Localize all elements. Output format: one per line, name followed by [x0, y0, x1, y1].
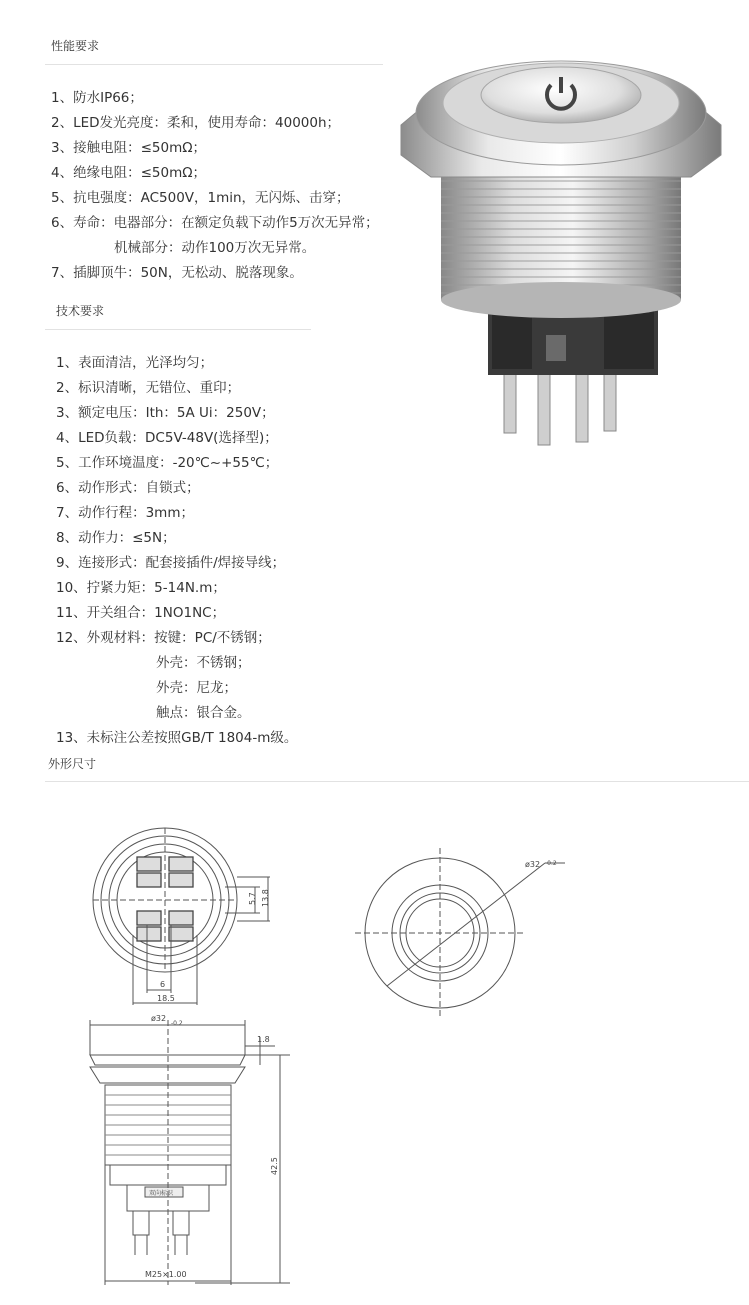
dim-label: 18.5 [157, 994, 175, 1003]
dim-label: -0.2 [171, 1020, 183, 1027]
performance-divider [45, 64, 383, 65]
list-item: 1、防水IP66； [51, 90, 143, 106]
list-item: 5、工作环境温度：-20℃~+55℃； [56, 455, 279, 471]
dim-label: ø32 [151, 1014, 167, 1023]
button-cap [481, 67, 641, 123]
list-item: 6、寿命：电器部分：在额定负载下动作5万次无异常； [51, 215, 379, 231]
list-item: 8、动作力：≤5N； [56, 530, 176, 546]
list-item: 9、连接形式：配套接插件/焊接导线； [56, 555, 286, 571]
list-item: 3、额定电压：Ith：5A Ui：250V； [56, 405, 275, 421]
dim-label: 1.8 [257, 1035, 270, 1044]
list-item: 12、外观材料：按键：PC/不锈钢； [56, 630, 271, 646]
dim-label: ø32 [525, 860, 541, 869]
performance-title: 性能要求 [51, 39, 100, 53]
technical-title: 技术要求 [56, 304, 105, 318]
side-view [90, 1020, 290, 1285]
list-item: 外壳：尼龙； [156, 680, 237, 696]
dimensions-title: 外形尺寸 [48, 757, 97, 771]
bottom-view [93, 828, 270, 1005]
list-item: 外壳：不锈钢； [156, 655, 251, 671]
dimensions-divider [45, 781, 749, 782]
performance-list [51, 86, 379, 286]
technical-list [56, 351, 297, 751]
dim-label: 13.8 [261, 889, 270, 907]
dim-label: 双向标识 [149, 1190, 174, 1197]
dim-label: 5.7 [248, 892, 257, 905]
list-item: 4、绝缘电阻：≤50mΩ； [51, 165, 207, 181]
top-view [355, 848, 565, 1018]
threaded-body [441, 165, 681, 300]
dim-label: M25×1.00 [145, 1270, 187, 1279]
list-item: 4、LED负载：DC5V-48V(选择型)； [56, 430, 278, 446]
technical-divider [45, 329, 311, 330]
list-item: 触点：银合金。 [156, 705, 251, 721]
dim-label: 42.5 [270, 1157, 279, 1175]
list-item: 6、动作形式：自锁式； [56, 480, 200, 496]
list-item: 10、拧紧力矩：5-14N.m； [56, 580, 226, 596]
list-item: 11、开关组合：1NO1NC； [56, 605, 226, 621]
list-item: 2、LED发光亮度：柔和，使用寿命：40000h； [51, 115, 341, 131]
list-item: 13、未标注公差按照GB/T 1804-m级。 [56, 730, 298, 746]
list-item: 3、接触电阻：≤50mΩ； [51, 140, 207, 156]
list-item: 5、抗电强度：AC500V，1min，无闪烁、击穿； [51, 190, 350, 206]
list-item: 2、标识清晰，无错位、重印； [56, 380, 241, 396]
dimension-drawings [75, 815, 635, 1295]
product-photo [396, 55, 726, 455]
list-item: 1、表面清洁，光泽均匀； [56, 355, 214, 371]
list-item: 7、插脚顶牛：50N，无松动、脱落现象。 [51, 265, 303, 281]
dim-label: -0.2 [545, 860, 557, 867]
list-item: 7、动作行程：3mm； [56, 505, 194, 521]
list-item: 机械部分：动作100万次无异常。 [114, 240, 316, 256]
dim-label: 6 [160, 980, 166, 989]
